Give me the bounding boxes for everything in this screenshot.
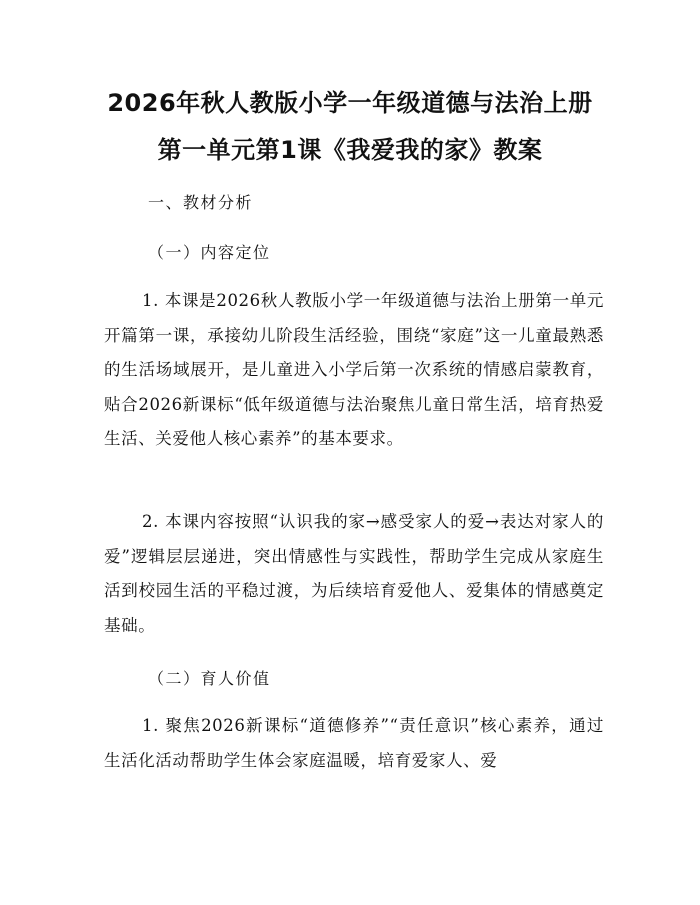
paragraph-content-positioning-2: 2. 本课内容按照“认识我的家→感受家人的爱→表达对家人的爱”逻辑层层递进，突出情感性与实践性，帮助学生完成从家庭生活到校园生活的平稳过渡，为后续培育爱他人、爱集体的情感奠定基础。 (104, 512, 604, 635)
document-title-line-1: 2026年秋人教版小学一年级道德与法治上册 (107, 89, 593, 117)
section-heading-teaching-material-analysis: 一、教材分析 (148, 193, 254, 212)
document-title-line-2: 第一单元第1课《我爱我的家》教案 (157, 136, 543, 164)
subsection-heading-content-positioning: （一）内容定位 (148, 243, 271, 262)
subsection-heading-educational-value: （二）育人价值 (148, 669, 271, 688)
paragraph-content-positioning-1: 1. 本课是2026秋人教版小学一年级道德与法治上册第一单元开篇第一课，承接幼儿阶段生活经验，围绕“家庭”这一儿童最熟悉的生活场域展开，是儿童进入小学后第一次系统的情感启蒙教育，贴合2026新课标“低年级道德与法治聚焦儿童日常生活，培育热爱生活、关爱他人核心素养”的基本要求。 (104, 291, 604, 449)
paragraph-educational-value-1: 1. 聚焦2026新课标“道德修养”“责任意识”核心素养，通过生活化活动帮助学生体会家庭温暖，培育爱家人、爱 (104, 716, 604, 770)
